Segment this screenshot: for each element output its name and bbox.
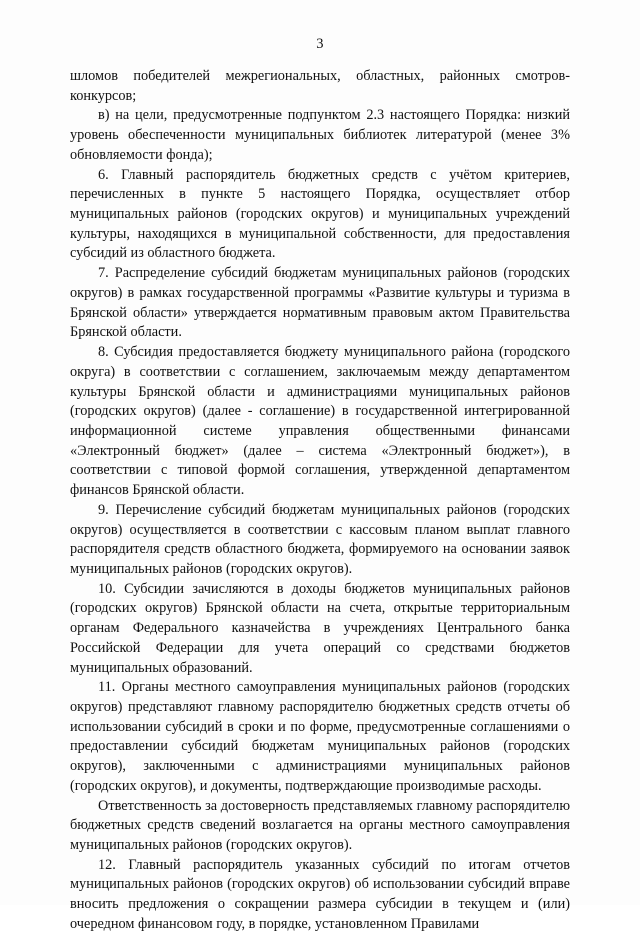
- paragraph: 7. Распределение субсидий бюджетам муниципальных районов (городских округов) в рамках государственной программы «Развитие культуры и туризма в Брянской области» утверждается нормативным правовым актом Правительства Брянской области.: [70, 265, 570, 341]
- paragraph: 10. Субсидии зачисляются в доходы бюджетов муниципальных районов (городских округов) Брянской области на счета, открытые территориальным органам Федерального казначейства в учреждениях Центрального банка Российской Федерации для учета операций со средствами бюджетов муниципальных образований.: [70, 580, 570, 676]
- paragraph: шломов победителей межрегиональных, областных, районных смотров-конкурсов;: [70, 68, 570, 104]
- page-number: 3: [316, 36, 324, 52]
- paragraph: 11. Органы местного самоуправления муниципальных районов (городских округов) представляют главному распорядителю бюджетных средств отчеты об использовании субсидий в сроки и по форме, предусмотренные соглашениями о предоставлении субсидий бюджетам муниципальных районов (городских округов), заключенными с администрациями муниципальных районов (городских округов), и документы, подтверждающие производимые расходы.: [70, 679, 570, 794]
- paragraph: в) на цели, предусмотренные подпунктом 2.3 настоящего Порядка: низкий уровень обеспеченности муниципальных библиотек литературой (менее 3% обновляемости фонда);: [70, 107, 570, 163]
- paragraph: 9. Перечисление субсидий бюджетам муниципальных районов (городских округов) осуществляется в соответствии с кассовым планом выплат главного распорядителя средств областного бюджета, формируемого на основании заявок муниципальных районов (городских округов).: [70, 501, 570, 577]
- paragraph: 6. Главный распорядитель бюджетных средств с учётом критериев, перечисленных в пункте 5 настоящего Порядка, осуществляет отбор муниципальных районов (городских округов) и муниципальных учреждений культуры, находящихся в муниципальной собственности, для предоставления субсидий из областного бюджета.: [70, 166, 570, 262]
- paragraph: Ответственность за достоверность представляемых главному распорядителю бюджетных средств сведений возлагается на органы местного самоуправления муниципальных районов (городских округов).: [70, 797, 570, 854]
- paragraph: 12. Главный распорядитель указанных субсидий по итогам отчетов муниципальных районов (городских округов) об использовании субсидий вправе вносить предложения о сокращении размера субсидии в текущем и (или) очередном финансовом году, в порядке, установленном Правилами: [70, 856, 570, 932]
- document-body: [70, 67, 570, 935]
- paragraph: 8. Субсидия предоставляется бюджету муниципального района (городского округа) в соответствии с соглашением, заключаемым между департаментом культуры Брянской области и администрациями муниципальных районов (городских округов) (далее - соглашение) в государственной интегрированной информационной системе управления общественными финансами «Электронный бюджет» (далее – система «Электронный бюджет»), в соответствии с типовой формой соглашения, утвержденной департаментом финансов Брянской области.: [70, 344, 570, 499]
